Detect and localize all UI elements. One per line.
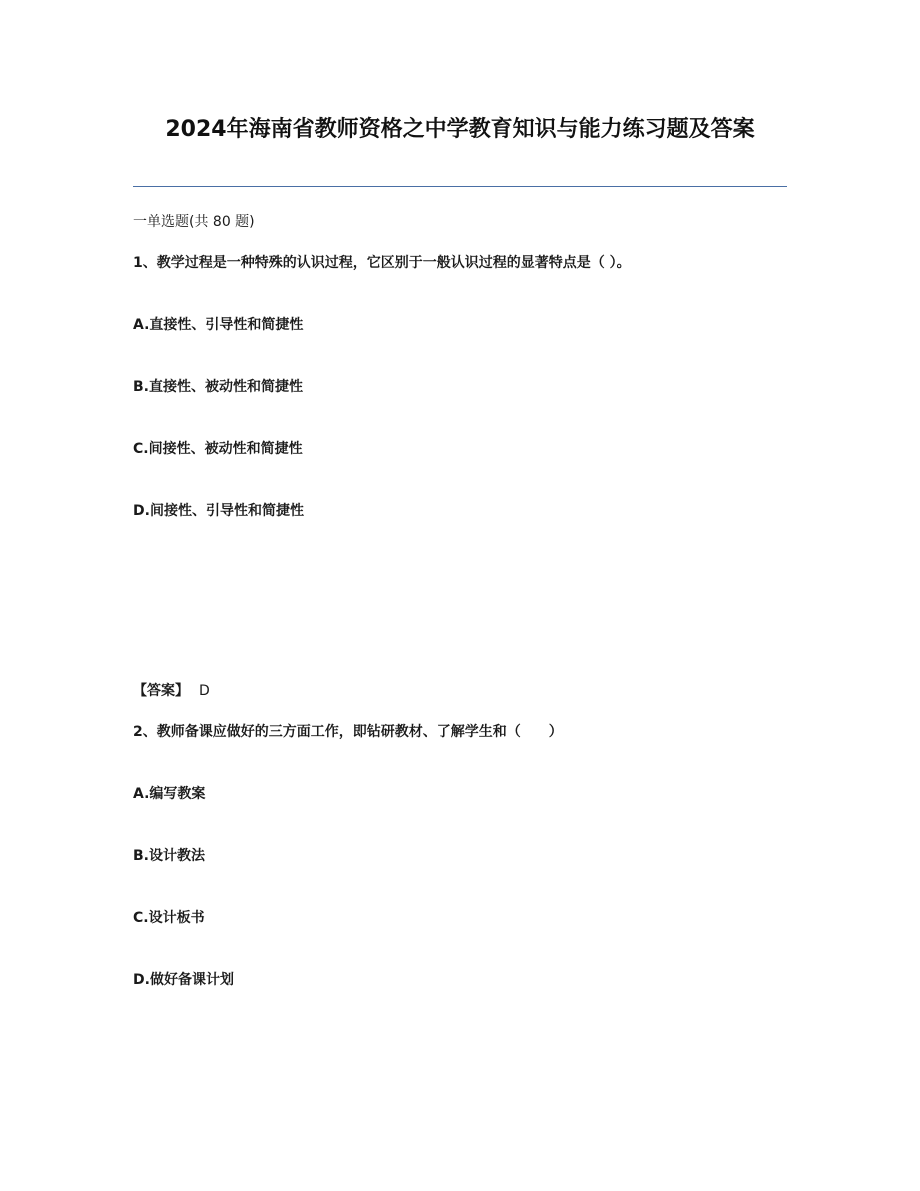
question-1-answer xyxy=(133,681,210,701)
question-2-option-c: C.设计板书 xyxy=(133,910,205,926)
question-1-option-b: B.直接性、被动性和简捷性 xyxy=(133,379,303,395)
question-2-option-a: A.编写教案 xyxy=(133,786,206,802)
question-2-stem: 2、教师备课应做好的三方面工作，即钻研教材、了解学生和（ ） xyxy=(133,724,563,740)
answer-label: 【答案】 xyxy=(133,683,189,699)
question-1-option-d: D.间接性、引导性和简捷性 xyxy=(133,503,304,519)
section-heading: 一单选题(共 80 题) xyxy=(133,214,255,230)
question-2-option-b: B.设计教法 xyxy=(133,848,205,864)
document-title: 2024年海南省教师资格之中学教育知识与能力练习题及答案 xyxy=(165,117,755,142)
answer-value: D xyxy=(199,683,210,699)
question-2-option-d: D.做好备课计划 xyxy=(133,972,234,988)
question-1-option-c: C.间接性、被动性和简捷性 xyxy=(133,441,303,457)
question-1-option-a: A.直接性、引导性和简捷性 xyxy=(133,317,304,333)
title-divider xyxy=(133,186,787,187)
question-1-stem: 1、教学过程是一种特殊的认识过程，它区别于一般认识过程的显著特点是（ ）。 xyxy=(133,255,631,271)
